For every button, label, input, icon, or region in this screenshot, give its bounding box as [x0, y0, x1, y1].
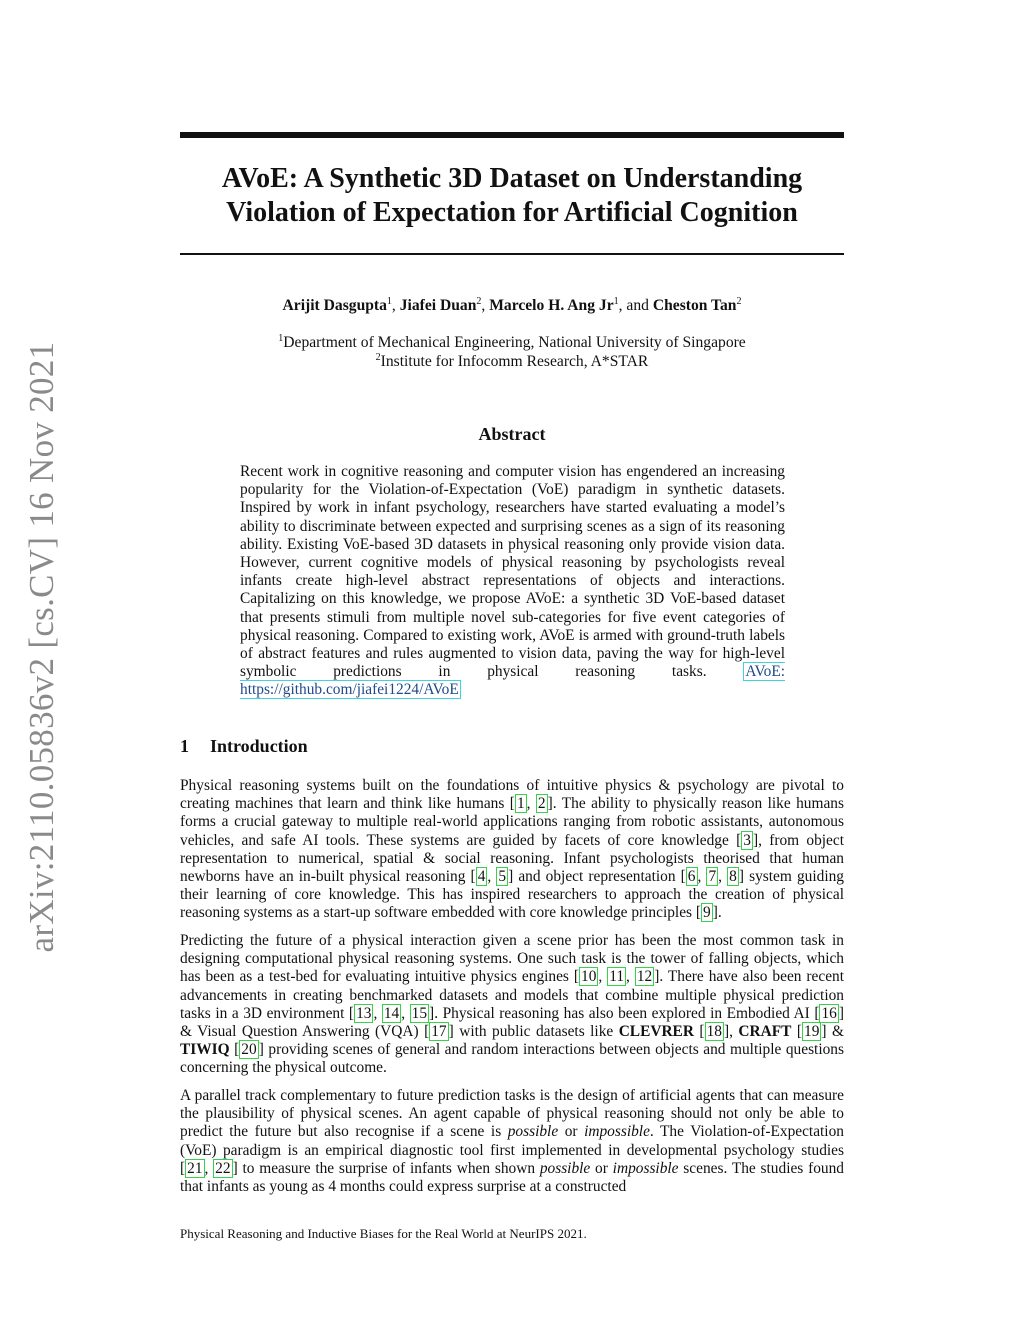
citation-link[interactable]: 14: [383, 1004, 400, 1022]
text-run: ,: [718, 868, 728, 886]
citation-link[interactable]: 3: [743, 831, 751, 849]
intro-paragraph-2: [180, 932, 844, 1078]
text-run: ,: [373, 1004, 382, 1022]
text-run: [: [573, 968, 580, 986]
citation-link[interactable]: 8: [729, 868, 737, 886]
citation-link[interactable]: 6: [687, 868, 696, 886]
author-separator: ,: [481, 297, 490, 314]
abstract-text: Recent work in cognitive reasoning and computer vision has engendered an increasing popularity for the Violation-of-Expectation (VoE) paradigm in synthetic datasets. Inspired by work in infant psychology, researchers have started evaluating a model’s ability to discriminate between expected and surprising scenes as a sign of its reasoning ability. Existing VoE-based 3D datasets in physical reasoning only provide vision data. However, current cognitive models of physical reasoning by psychologists reveal infants create high-level abstract representations of objects and interactions. Capitalizing on this knowledge, we propose AVoE: a synthetic 3D VoE-based dataset that presents stimuli from multiple novel sub-categories for five event categories of physical reasoning. Compared to existing work, AVoE is armed with ground-truth labels of abstract features and rules augmented to vision data, paving the way for high-level symbolic predictions in physical reasoning tasks.: [240, 463, 785, 681]
text-run: [: [680, 868, 686, 886]
text-run: ,: [401, 1004, 410, 1022]
text-run: [: [796, 1023, 803, 1041]
author-affiliation-mark: 2: [476, 295, 482, 307]
text-run: ,: [598, 968, 608, 986]
text-run: with public datasets like: [453, 1023, 619, 1041]
affiliations: [180, 333, 844, 371]
title-bottom-rule: [180, 253, 844, 255]
title-top-rule: [180, 132, 844, 138]
text-run: ]: [738, 868, 744, 886]
text-run: ]: [712, 904, 718, 922]
text-run: . The Violation-of-Expectation (VoE) paradigm is an empirical diagnostic tool first implemented in developmental psychology studies: [180, 1123, 844, 1159]
text-run: A parallel track complementary to future prediction tasks is the design of artificial agents that can measure the plausibility of physical scenes. An agent capable of physical reasoning should not only be able to predict the future but also recognise if a scene is: [180, 1087, 844, 1141]
text-run: ]: [232, 1159, 238, 1177]
citation-link[interactable]: 10: [581, 968, 597, 986]
text-run: [: [736, 831, 742, 849]
author-name: Marcelo H. Ang Jr: [489, 297, 614, 314]
affiliation-1: $^1$Department of Mechanical Engineering, National University of Singapore: [278, 332, 746, 351]
citation-link[interactable]: 22: [215, 1159, 231, 1177]
intro-paragraph-3: [180, 1087, 844, 1196]
github-link[interactable]: AVoE: https://github.com/jiafei1224/AVoE: [240, 663, 785, 699]
emphasis: impossible: [612, 1159, 679, 1177]
text-run: ,: [204, 1159, 214, 1177]
citation-link[interactable]: 18: [706, 1023, 722, 1041]
text-run: and object representation: [513, 868, 681, 886]
citation-link[interactable]: 15: [411, 1004, 428, 1022]
citation-link[interactable]: 9: [703, 904, 711, 922]
citation-link[interactable]: 1: [516, 795, 525, 813]
text-run: ]: [752, 831, 759, 849]
text-run: .: [717, 904, 722, 922]
citation-link[interactable]: 2: [537, 795, 546, 813]
text-run: [: [234, 1041, 240, 1059]
citation-link[interactable]: 11: [609, 968, 625, 986]
author-affiliation-mark: 1: [613, 295, 619, 307]
dataset-name: CLEVRER: [618, 1023, 694, 1041]
dataset-name: CRAFT: [738, 1023, 792, 1041]
emphasis: possible: [507, 1123, 559, 1141]
abstract-heading: Abstract: [478, 424, 546, 444]
abstract-body: [240, 463, 785, 700]
text-run: . There have also been recent advancements in creating benchmarked datasets and models that combine multiple physical prediction tasks in a 3D environment: [180, 968, 844, 1022]
text-run: ]: [654, 968, 660, 986]
citation-link[interactable]: 12: [636, 968, 653, 986]
text-run: ,: [729, 1023, 739, 1041]
text-run: to measure the surprise of infants when shown: [237, 1159, 540, 1177]
citation-link[interactable]: 13: [356, 1004, 372, 1022]
affiliation-2: $^2$Institute for Infocomm Research, A*STAR: [375, 351, 649, 370]
author-affiliation-mark: 1: [386, 295, 392, 307]
text-run: [: [814, 1004, 820, 1022]
text-run: ,: [526, 795, 536, 813]
text-run: ,: [697, 868, 707, 886]
text-run: ]: [838, 1004, 845, 1022]
text-run: or: [558, 1123, 585, 1141]
citation-link[interactable]: 20: [241, 1041, 257, 1059]
text-run: [: [695, 904, 702, 922]
author-separator: , and: [618, 297, 653, 314]
text-run: ,: [487, 868, 497, 886]
citation-link[interactable]: 17: [431, 1023, 447, 1041]
text-run: [: [348, 1004, 355, 1022]
text-run: providing scenes of general and random interactions between objects and multiple questions concerning the physical outcome.: [180, 1041, 844, 1077]
text-run: [: [509, 795, 515, 813]
text-run: or: [590, 1159, 613, 1177]
text-run: . Physical reasoning has also been explored in Embodied AI: [434, 1004, 815, 1022]
text-run: & Visual Question Answering (VQA): [180, 1023, 425, 1041]
citation-link[interactable]: 19: [804, 1023, 820, 1041]
text-run: ]: [723, 1023, 730, 1041]
dataset-name: TIWIQ: [180, 1041, 230, 1059]
text-run: [: [180, 1159, 186, 1177]
citation-link[interactable]: 7: [708, 868, 717, 886]
author-name: Cheston Tan: [652, 297, 737, 314]
text-run: ]: [821, 1023, 827, 1041]
citation-link[interactable]: 4: [477, 868, 486, 886]
text-run: . The ability to physically reason like humans forms a crucial gateway to multiple real-world applications ranging from robotic assistants, autonomous vehicles, and safe AI tools. These systems are guided by facets of core knowledge: [180, 795, 844, 849]
text-run: [: [424, 1023, 430, 1041]
text-run: ,: [626, 968, 635, 986]
text-run: ]: [508, 868, 514, 886]
text-run: [: [699, 1023, 705, 1041]
text-run: scenes. The studies found that infants as young as 4 months could express surprise at a constructed: [180, 1159, 844, 1196]
text-run: &: [826, 1023, 844, 1041]
author-name: Jiafei Duan: [399, 297, 477, 314]
text-run: [: [470, 868, 476, 886]
text-run: ]: [547, 795, 553, 813]
text-run: system guiding their learning of core knowledge. This has inspired researchers to approach the creation of physical reasoning systems as a start-up software embedded with core knowledge principles: [180, 868, 844, 922]
citation-link[interactable]: 21: [187, 1159, 203, 1177]
section-heading-introduction: 1 Introduction: [180, 736, 308, 756]
citation-link[interactable]: 16: [821, 1004, 837, 1022]
venue-footnote: Physical Reasoning and Inductive Biases for the Real World at NeurIPS 2021.: [180, 1226, 587, 1241]
author-separator: ,: [391, 297, 400, 314]
author-affiliation-mark: 2: [736, 295, 742, 307]
text-run: ]: [448, 1023, 454, 1041]
emphasis: possible: [539, 1159, 591, 1177]
text-run: Predicting the future of a physical interaction given a scene prior has been the most common task in designing computational physical reasoning systems. One such task is the tower of falling objects, which has been as a test-bed for evaluating intuitive physics engines: [180, 932, 844, 986]
citation-link[interactable]: 5: [498, 868, 507, 886]
arxiv-identifier-stamp: arXiv:2110.05836v2 [cs.CV] 16 Nov 2021: [22, 341, 61, 953]
intro-paragraph-1: [180, 777, 844, 923]
author-list: [180, 296, 844, 316]
emphasis: impossible: [584, 1123, 650, 1141]
text-run: ]: [258, 1041, 264, 1059]
paper-title: AVoE: A Synthetic 3D Dataset on Understanding Violation of Expectation for Artificial Cognition: [221, 163, 803, 228]
text-run: ]: [429, 1004, 435, 1022]
text-run: Physical reasoning systems built on the foundations of intuitive physics & psychology are pivotal to creating machines that learn and think like humans: [180, 777, 844, 813]
text-run: , from object representation to numerical, spatial & social reasoning. Infant psychologists theorised that human newborns have an in-built physical reasoning: [180, 831, 844, 886]
author-name: Arijit Dasgupta: [282, 297, 387, 314]
